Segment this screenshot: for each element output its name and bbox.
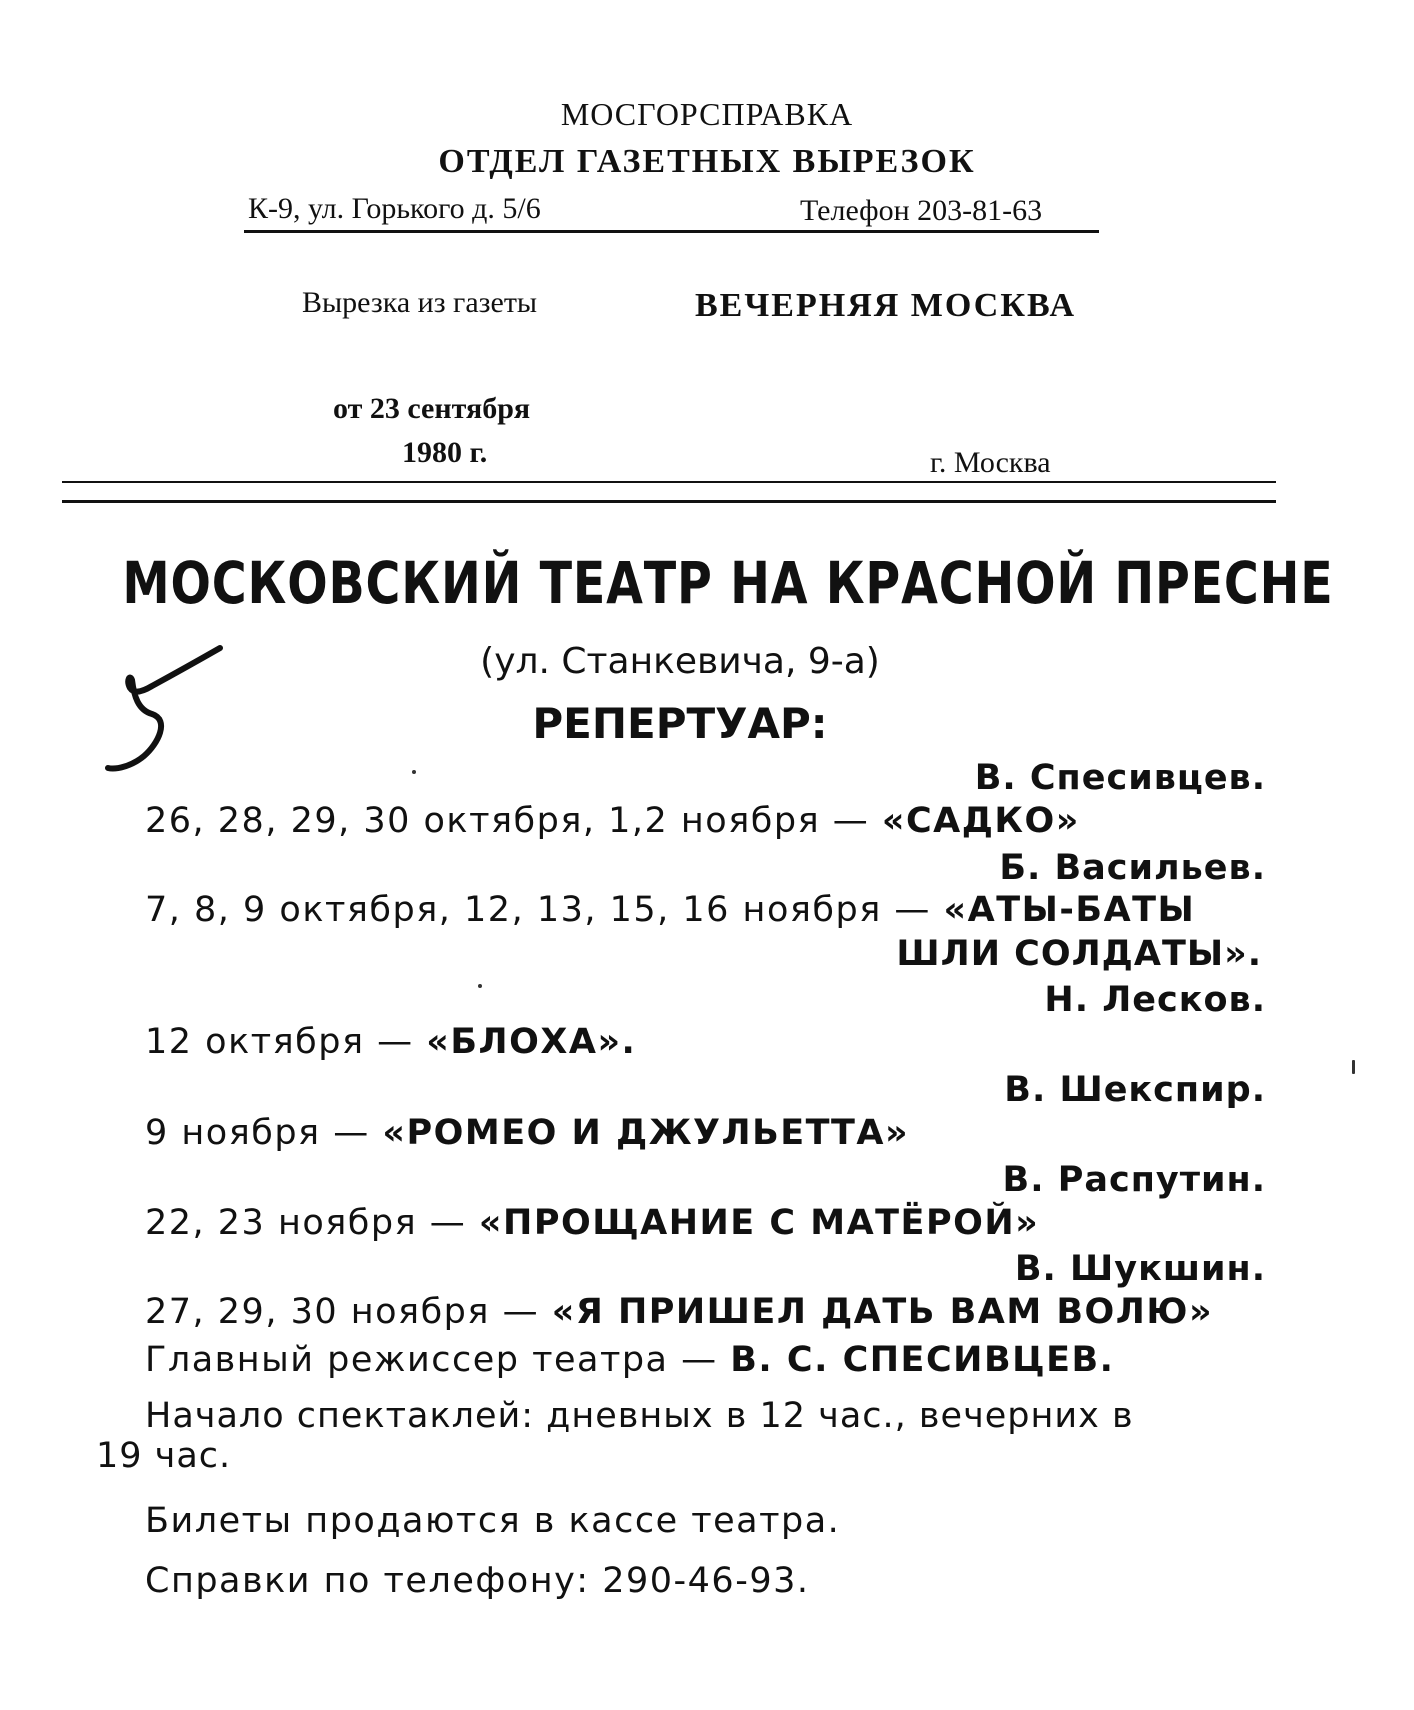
entry-line [145,801,1080,841]
entry-play: «САДКО» [881,801,1080,841]
entry-dates: 22, 23 ноября — [145,1203,479,1243]
entry-author: В. Шекспир. [1004,1070,1266,1110]
date-line-1: от 23 сентября [333,392,531,425]
entry-play: «Я ПРИШЕЛ ДАТЬ ВАМ ВОЛЮ» [551,1292,1214,1332]
scan-speck [1352,1060,1355,1074]
header-rule [244,230,1099,233]
entry-line [145,1113,909,1153]
entry-play: «БЛОХА». [426,1022,637,1062]
entry-play: «АТЫ-БАТЫ [943,890,1196,930]
entry-dates: 27, 29, 30 ноября — [145,1292,552,1332]
entry-author: В. Спесивцев. [974,758,1266,798]
entry-line [145,1292,1213,1332]
entry-author: В. Распутин. [1002,1160,1266,1200]
address: К-9, ул. Горького д. 5/6 [248,192,541,225]
entry-dates: 9 ноября — [145,1113,383,1153]
tickets-info: Билеты продаются в кассе театра. [145,1501,841,1541]
entry-author: В. Шукшин. [1014,1249,1266,1289]
entry-dates: 26, 28, 29, 30 октября, 1,2 ноября — [145,801,882,841]
entry-play-continued: ШЛИ СОЛДАТЫ». [896,934,1262,974]
date-line-2: 1980 г. [402,436,488,469]
phone-number: Телефон 203-81-63 [800,194,1043,227]
scan-speck [478,984,482,988]
entry-dates: 12 октября — [145,1022,427,1062]
director-label: Главный режиссер театра — [145,1340,731,1380]
start-times-line-2: 19 час. [96,1436,232,1476]
separator-rule-thin [62,481,1276,483]
entry-line [145,1203,1039,1243]
director-name: В. С. СПЕСИВЦЕВ. [730,1340,1115,1380]
entry-dates: 7, 8, 9 октября, 12, 13, 15, 16 ноября — [145,890,944,930]
org-name: МОСГОРСПРАВКА [560,96,854,132]
director-line [145,1340,1114,1380]
entry-play: «ПРОЩАНИЕ С МАТЁРОЙ» [478,1203,1040,1243]
repertoire-heading: РЕПЕРТУАР: [532,699,828,748]
entry-author: Б. Васильев. [999,848,1266,888]
entry-line [145,890,1195,930]
start-times-line-1: Начало спектаклей: дневных в 12 час., вечерних в [145,1396,1134,1436]
scan-speck [412,770,416,774]
clipping-label: Вырезка из газеты [302,286,538,319]
theater-title: МОСКОВСКИЙ ТЕАТР НА КРАСНОЙ ПРЕСНЕ [122,549,1334,617]
inquiries-phone: Справки по телефону: 290-46-93. [145,1561,810,1601]
theater-address: (ул. Станкевича, 9-а) [480,641,880,682]
entry-play: «РОМЕО И ДЖУЛЬЕТТА» [382,1113,910,1153]
entry-author: Н. Лесков. [1044,980,1266,1020]
city: г. Москва [930,446,1051,479]
newspaper-name: ВЕЧЕРНЯЯ МОСКВА [695,287,1077,324]
department-name: ОТДЕЛ ГАЗЕТНЫХ ВЫРЕЗОК [438,143,976,180]
entry-line [145,1022,636,1062]
separator-rule-thick [62,500,1276,503]
